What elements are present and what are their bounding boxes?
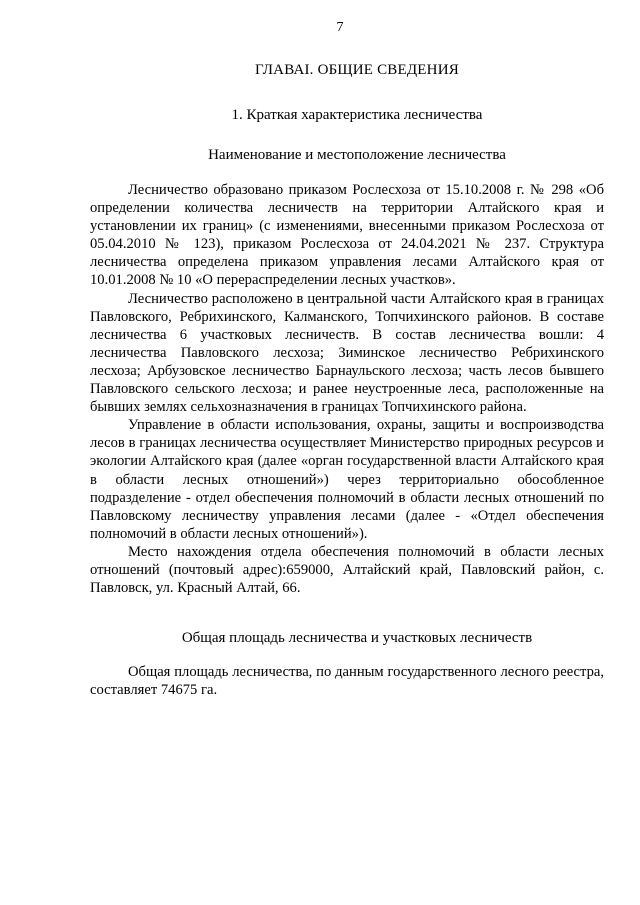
paragraph-management: Управление в области использования, охраны, защиты и воспроизводства лесов в границах лесничества осуществляет Министерство природных ресурсов и экологии Алтайского края (далее «орган государственной власти Алтайского края в области лесных отношений») через территориально обособленное подразделение - отдел обеспечения полномочий в области лесных отношений по Павловскому лесничеству управления лесами (далее - «Отдел обеспечения полномочий в области лесных отношений»). <box>90 417 604 542</box>
paragraph-address: Место нахождения отдела обеспечения полномочий в области лесных отношений (почтовый адрес):659000, Алтайский край, Павловский район, с. Павловск, ул. Красный Алтай, 66. <box>90 543 604 597</box>
paragraph-establishment: Лесничество образовано приказом Рослесхоза от 15.10.2008 г. № 298 «Об определении количества лесничеств на территории Алтайского края и установлении их границ» (с изменениями, внесенными приказом Рослесхоза от 05.04.2010 № 123), приказом Рослесхоза от 24.04.2021 № 237. Структура лесничества определена приказом управления лесами Алтайского края от 10.01.2008 № 10 «О перераспределении лесных участков». <box>90 182 604 289</box>
paragraph-total-area: Общая площадь лесничества, по данным государственного лесного реестра, составляет 74675 га. <box>90 664 604 699</box>
section-title: 1. Краткая характеристика лесничества <box>231 107 483 123</box>
area-text-block <box>90 663 604 699</box>
page-number: 7 <box>336 20 344 35</box>
paragraph-location: Лесничество расположено в центральной части Алтайского края в границах Павловского, Ребрихинского, Калманского, Топчихинского районов. В составе лесничества 6 участковых лесничеств. В состав лесничества вошли: 4 лесничества Павловского лесхоза; Зиминское лесничество Ребрихинского лесхоза; Арбузовское лесничество Барнаульского лесхоза; часть лесов бывшего Павловского сельского лесхоза; и ранее неустроенные леса, расположенные на бывших землях сельхозназначения в границах Топчихинского района. <box>90 290 604 416</box>
location-text-block <box>90 181 604 597</box>
subsection-title-location: Наименование и местоположение лесничества <box>208 147 506 163</box>
subsection-title-area: Общая площадь лесничества и участковых лесничеств <box>181 630 533 646</box>
chapter-title: ГЛАВАI. ОБЩИЕ СВЕДЕНИЯ <box>255 62 459 78</box>
